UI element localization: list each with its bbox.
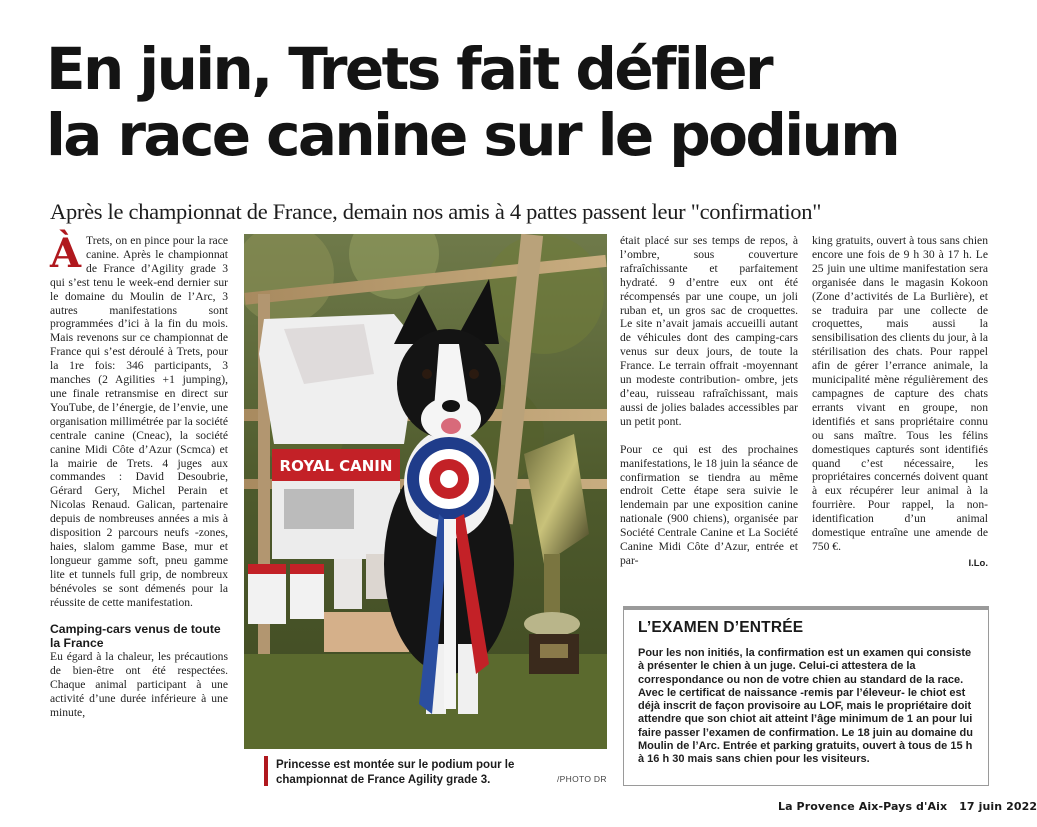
headline-line-2: la race canine sur le podium xyxy=(46,101,899,169)
article-column-4 xyxy=(812,234,988,571)
photo-caption: Princesse est montée sur le podium pour le championnat de France Agility grade 3. xyxy=(276,759,515,786)
photo-illustration xyxy=(244,234,607,749)
author-signature: I.Lo. xyxy=(968,557,988,569)
subtitle: Après le championnat de France, demain nos amis à 4 pattes passent leur "confirmation" xyxy=(50,199,822,224)
column-1-paragraph xyxy=(50,230,228,609)
column-1-text: Trets, on en pince pour la race canine. Après le championnat de France d’Agility grade 3 qui s’est tenu le week-end dernier sur le domaine du Moulin de l’Arc, 3 autres manifestations sont programmées d’ici à la fin du mois. Mais revenons sur ce championnat de France qui s’est déroulé à Trets, pour la 1re fois: 346 participants, 3 manches (2 Agilities +1 jumping), une finale retransmise en direct sur YouTube, de l’énergie, de l’envie, une organisation millimétrée par la société centrale canine (Cneac), la société canine Midi Côte d’Azur (Scmca) et la mairie de Trets. 4 juges aux commandes : David Desoubrie, Gérard Gery, Michel Perain et Nicolas Renaud. Galican, partenaire depuis de nombreuses années a mis à disposition 2 parcours neufs -zones, haies, slalom gamme Base, mur et longueur gamme soft, pneu gamme lite et tunnels full grip, de nombreux bénévoles se sont démenés pour la réussite de cette manifestation. xyxy=(50,234,228,609)
column-3-text: était placé sur ses temps de repos, à l’ombre, sous couverture rafraîchissante et parfaitement hydraté. 9 d’entre eux ont été récompensés par une coupe, un joli ruban et, un gros sac de croquettes. Le site n’avait jamais accueilli autant de véhicules dont des camping-cars venus sur deux jours, de toute la France. Le terrain offrait -moyennant un modeste contribution- ombre, jets d’eau, ruisseau rafraîchissant, mais aussi de jolies balades accessibles par un petit pont. xyxy=(620,234,798,428)
column-1-end-text: Eu égard à la chaleur, les précautions de bien-être ont été respectées. Chaque animal participant à une activité d’une durée inférieure à une minute, xyxy=(50,650,228,720)
headline xyxy=(46,36,1006,168)
photo-credit: /PHOTO DR xyxy=(557,774,607,784)
article-column-1 xyxy=(50,230,228,720)
dropcap: À xyxy=(50,230,82,277)
publication-date: 17 juin 2022 xyxy=(959,800,1037,813)
info-box xyxy=(623,606,989,786)
column-3-end-text: Pour ce qui est des prochaines manifestations, le 18 juin la séance de confirmation se tiendra au même endroit Cette étape sera suivie le lendemain par une exposition canine nationale (900 chiens), organisée par Société Centrale Canine et La Société Canine Midi Côte d’Azur, entrée et par- xyxy=(620,442,798,567)
article-column-3 xyxy=(620,234,798,568)
info-box-top-rule xyxy=(624,607,988,610)
info-box-title: L’EXAMEN D’ENTRÉE xyxy=(638,619,804,636)
column-4-text: king gratuits, ouvert à tous sans chien encore une fois de 9 h 30 à 17 h. Le 25 juin une ultime manifestation sera organisée dans le magasin Kokoon (Zone d’activités de La Burlière), et se traduira par une collecte de croquettes, mais aussi la sensibilisation des clients du jour, à la stérilisation des chats. Pour rappel afin de gérer l’errance animale, la municipalité mène régulièrement des campagnes de capture des chats errants vivant en groupe, non identifiés et sans propriétaire connu ou sans maître. Tous les félins domestiques capturés sont identifiés quand c’est nécessaire, les propriétaires concernés doivent quant à eux récupérer leur animal à la fourrière. Pour rappel, la non-identification d’un animal domestique entraîne une amende de 750 €. xyxy=(812,234,988,553)
royal-canin-label: ROYAL CANIN xyxy=(279,457,393,475)
headline-line-1: En juin, Trets fait défiler xyxy=(46,35,772,103)
caption-accent-bar xyxy=(264,756,268,786)
subhead: Camping-cars venus de toute la France xyxy=(50,622,221,650)
publication-footer xyxy=(778,800,1037,813)
publication-name: La Provence Aix-Pays d'Aix xyxy=(778,800,948,813)
info-box-body: Pour les non initiés, la confirmation est un examen qui consiste à présenter le chien à un juge. Celui-ci attestera de la correspondance ou non de votre chien au standard de la race. Avec le certificat de naissance -remis par l’éleveur- le chiot est déjà inscrit de façon provisoire au LOF, mais le propriétaire doit attendre que son chiot ait atteint l’âge minimum de 1 an pour lui faire passer l’examen de confirmation. Le 18 juin au domaine du Moulin de l’Arc. Entrée et parking gratuits, ouvert à tous de 15 h à 16 h 30 mais sans chien pour les visiteurs. xyxy=(638,647,973,766)
article-photo xyxy=(244,234,607,749)
